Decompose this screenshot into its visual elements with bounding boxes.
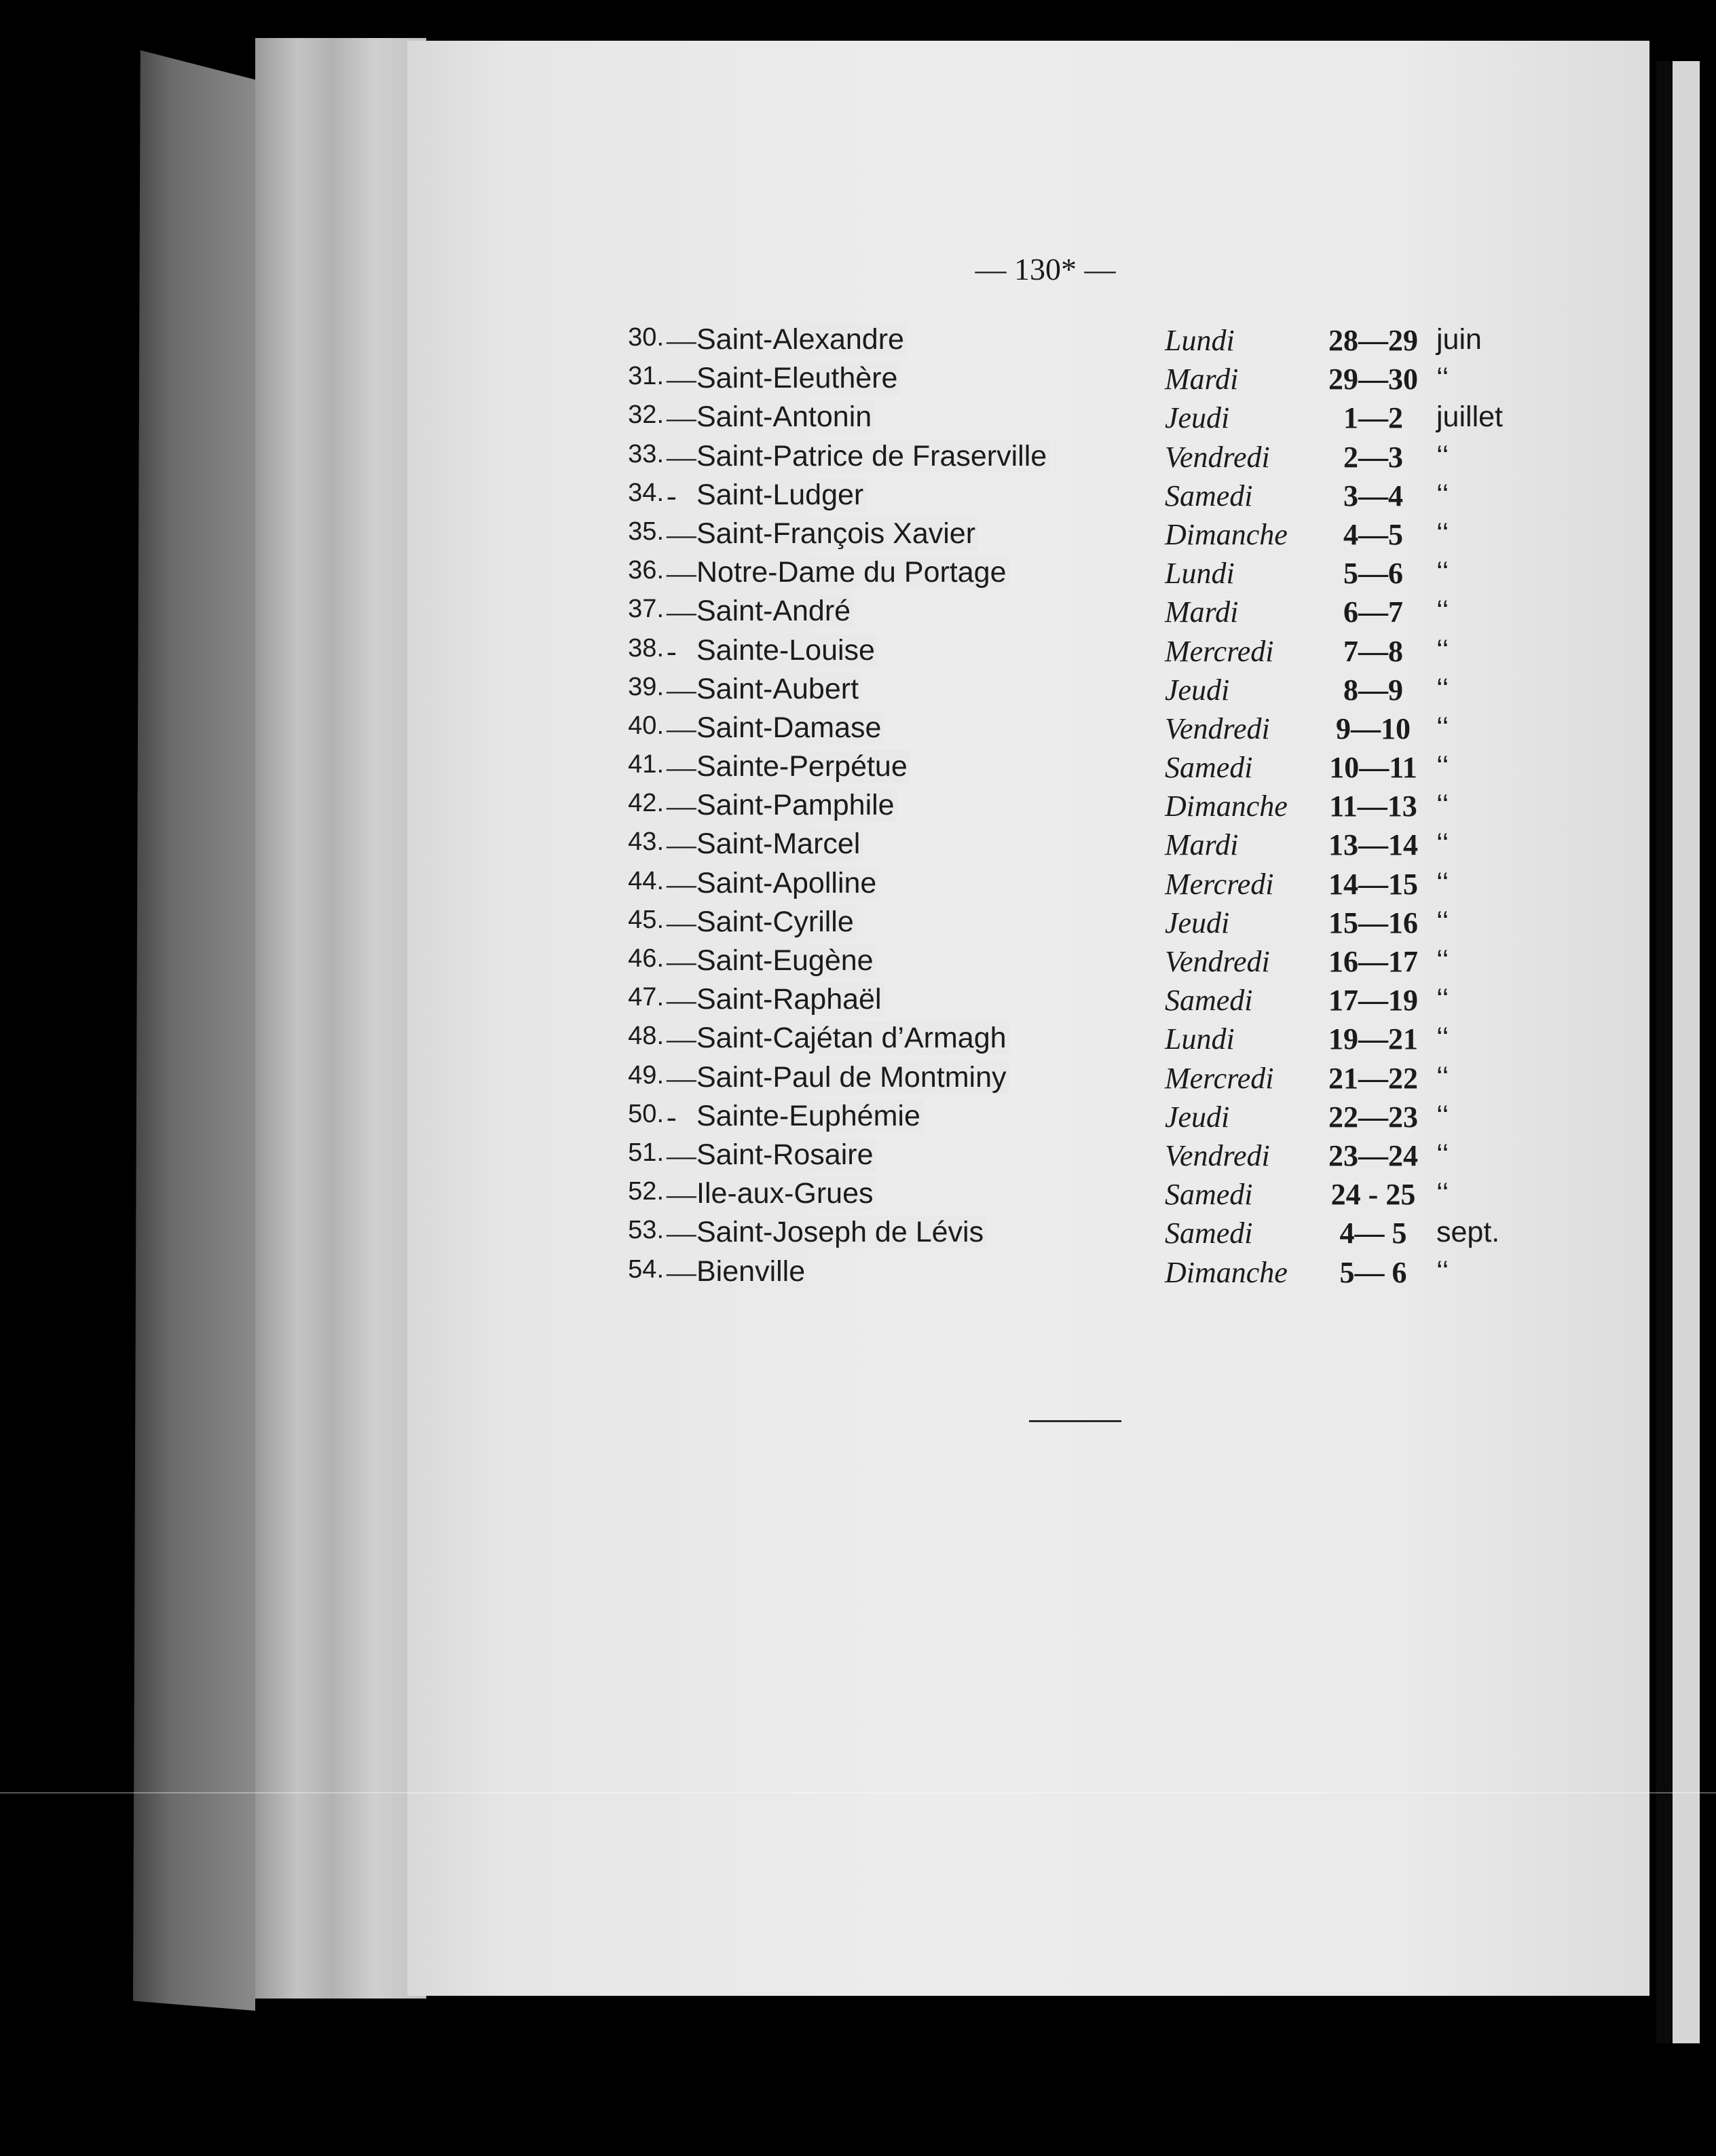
weekday: Dimanche <box>1165 1255 1288 1289</box>
month-label: ‘‘ <box>1436 439 1449 472</box>
entry-number: 49. <box>628 1060 664 1090</box>
date-range: 21—22 <box>1328 1061 1418 1095</box>
list-item <box>616 1022 1540 1060</box>
weekday: Samedi <box>1165 1178 1253 1212</box>
entry-dash: — <box>667 1061 696 1095</box>
weekday: Samedi <box>1165 984 1253 1018</box>
date-range: 16—17 <box>1328 945 1418 978</box>
weekday: Samedi <box>1165 479 1253 513</box>
entry-dash: — <box>667 867 696 901</box>
entry-number: 52. <box>628 1177 664 1206</box>
list-item <box>616 556 1540 595</box>
entry-number: 32. <box>628 401 664 430</box>
weekday: Jeudi <box>1165 673 1230 707</box>
month-label: ‘‘ <box>1436 1254 1449 1288</box>
weekday: Mercredi <box>1165 1061 1274 1095</box>
month-label: ‘‘ <box>1436 672 1449 705</box>
entry-dash: — <box>667 984 696 1018</box>
page-number: — 130* — <box>975 252 1116 286</box>
entry-number: 33. <box>628 439 664 468</box>
entry-number: 43. <box>628 828 664 857</box>
weekday: Samedi <box>1165 751 1253 785</box>
month-label: ‘‘ <box>1436 711 1449 744</box>
entry-dash: - <box>667 634 677 668</box>
entry-dash: — <box>667 945 696 978</box>
scan-artifact-line <box>0 1792 1716 1793</box>
month-label: ‘‘ <box>1436 1138 1449 1171</box>
weekday: Lundi <box>1165 557 1235 591</box>
parish-name-text: Saint-Paul de Montminy <box>696 1061 1009 1094</box>
month-label: ‘‘ <box>1436 1177 1449 1210</box>
entry-dash: — <box>667 440 696 474</box>
month-label: juillet <box>1436 401 1503 434</box>
date-range: 13—14 <box>1328 828 1418 862</box>
entry-dash: — <box>667 1178 696 1212</box>
weekday: Lundi <box>1165 1022 1235 1056</box>
parish-name-text: Saint-Eleuthère <box>696 362 900 395</box>
entry-dash: — <box>667 906 696 940</box>
entry-dash: — <box>667 711 696 745</box>
month-label: ‘‘ <box>1436 556 1449 589</box>
month-label: ‘‘ <box>1436 595 1449 628</box>
entry-dash: — <box>667 828 696 862</box>
entry-number: 42. <box>628 789 664 818</box>
entry-dash: — <box>667 1216 696 1250</box>
entry-number: 50. <box>628 1099 664 1128</box>
month-label: ‘‘ <box>1436 1022 1449 1055</box>
parish-name-text: Ile-aux-Grues <box>696 1177 876 1210</box>
book-spine-edge <box>133 50 255 2011</box>
parish-name-text: Saint-Ludger <box>696 479 866 512</box>
month-label: ‘‘ <box>1436 362 1449 395</box>
entry-number: 46. <box>628 944 664 973</box>
parish-name-text: Saint-Patrice de Fraserville <box>696 440 1049 473</box>
month-label: ‘‘ <box>1436 828 1449 861</box>
closing-rule <box>1029 1420 1121 1422</box>
month-label: ‘‘ <box>1436 789 1449 822</box>
list-item <box>616 323 1540 362</box>
entry-number: 30. <box>628 323 664 352</box>
list-item <box>616 1100 1540 1138</box>
entry-dash: - <box>667 1100 677 1134</box>
weekday: Vendredi <box>1165 440 1270 474</box>
list-item <box>616 673 1540 711</box>
entry-number: 39. <box>628 672 664 701</box>
month-label: ‘‘ <box>1436 1060 1449 1094</box>
month-label: ‘‘ <box>1436 905 1449 938</box>
list-item <box>616 867 1540 906</box>
date-range: 1—2 <box>1343 401 1403 435</box>
list-item <box>616 750 1540 789</box>
entry-dash: — <box>667 363 696 396</box>
entry-number: 44. <box>628 866 664 895</box>
parish-name-text: Saint-Antonin <box>696 401 874 434</box>
list-item <box>616 479 1540 517</box>
list-item <box>616 595 1540 633</box>
entry-number: 53. <box>628 1216 664 1245</box>
list-item <box>616 517 1540 556</box>
parish-name-text: Saint-Apolline <box>696 867 879 900</box>
entry-dash: - <box>667 479 677 513</box>
page-stack-edges <box>255 38 426 1999</box>
weekday: Vendredi <box>1165 945 1270 978</box>
weekday: Mardi <box>1165 595 1239 629</box>
list-item <box>616 1255 1540 1294</box>
entry-dash: — <box>667 517 696 551</box>
entry-number: 45. <box>628 905 664 934</box>
month-label: ‘‘ <box>1436 750 1449 783</box>
date-range: 22—23 <box>1328 1100 1418 1134</box>
list-item <box>616 828 1540 866</box>
date-range: 7—8 <box>1343 634 1403 668</box>
date-range: 3—4 <box>1343 479 1403 513</box>
entry-dash: — <box>667 789 696 823</box>
date-range: 5— 6 <box>1339 1255 1407 1289</box>
list-item <box>616 440 1540 479</box>
list-item <box>616 401 1540 439</box>
entry-number: 51. <box>628 1138 664 1167</box>
schedule-list <box>616 323 1540 1294</box>
parish-name-text: Saint-Raphaël <box>696 983 884 1016</box>
date-range: 23—24 <box>1328 1138 1418 1172</box>
entry-dash: — <box>667 401 696 435</box>
entry-dash: — <box>667 557 696 591</box>
parish-name-text: Saint-Cajétan d’Armagh <box>696 1022 1009 1055</box>
month-label: sept. <box>1436 1216 1500 1249</box>
weekday: Vendredi <box>1165 1138 1270 1172</box>
month-label: ‘‘ <box>1436 633 1449 667</box>
date-range: 15—16 <box>1328 906 1418 940</box>
date-range: 10—11 <box>1329 751 1417 785</box>
weekday: Dimanche <box>1165 517 1288 551</box>
parish-name-text: Bienville <box>696 1255 808 1288</box>
parish-name-text: Sainte-Euphémie <box>696 1100 923 1133</box>
weekday: Jeudi <box>1165 401 1230 435</box>
weekday: Lundi <box>1165 324 1235 357</box>
list-item <box>616 983 1540 1022</box>
parish-name-text: Saint-Rosaire <box>696 1138 876 1172</box>
list-item <box>616 944 1540 983</box>
date-range: 4— 5 <box>1339 1216 1407 1250</box>
parish-name-text: Saint-Aubert <box>696 673 861 706</box>
date-range: 19—21 <box>1328 1022 1418 1056</box>
facing-page-gutter <box>1656 61 1673 2043</box>
date-range: 17—19 <box>1328 984 1418 1018</box>
entry-dash: — <box>667 1255 696 1289</box>
month-label: ‘‘ <box>1436 1099 1449 1132</box>
list-item <box>616 1138 1540 1177</box>
facing-page-strip <box>1673 61 1700 2043</box>
entry-dash: — <box>667 324 696 357</box>
month-label: ‘‘ <box>1436 983 1449 1016</box>
date-range: 6—7 <box>1343 595 1403 629</box>
list-item <box>616 362 1540 401</box>
weekday: Vendredi <box>1165 711 1270 745</box>
entry-dash: — <box>667 673 696 707</box>
entry-number: 41. <box>628 750 664 779</box>
month-label: ‘‘ <box>1436 944 1449 977</box>
date-range: 2—3 <box>1343 440 1403 474</box>
parish-name-text: Saint-Pamphile <box>696 789 897 822</box>
parish-name-text: Sainte-Louise <box>696 634 878 667</box>
parish-name-text: Notre-Dame du Portage <box>696 556 1009 589</box>
list-item <box>616 1061 1540 1100</box>
weekday: Mercredi <box>1165 867 1274 901</box>
date-range: 29—30 <box>1328 363 1418 396</box>
parish-name-text: Saint-Alexandre <box>696 323 907 356</box>
parish-name-text: Saint-André <box>696 595 853 628</box>
weekday: Mercredi <box>1165 634 1274 668</box>
entry-dash: — <box>667 595 696 629</box>
entry-number: 31. <box>628 362 664 391</box>
weekday: Jeudi <box>1165 906 1230 940</box>
entry-number: 35. <box>628 517 664 546</box>
entry-number: 47. <box>628 983 664 1012</box>
date-range: 5—6 <box>1343 557 1403 591</box>
entry-dash: — <box>667 1138 696 1172</box>
parish-name-text: Saint-Cyrille <box>696 906 857 939</box>
entry-number: 34. <box>628 478 664 507</box>
entry-dash: — <box>667 751 696 785</box>
list-item <box>616 789 1540 828</box>
list-item <box>616 1216 1540 1254</box>
entry-number: 48. <box>628 1022 664 1051</box>
date-range: 14—15 <box>1328 867 1418 901</box>
list-item <box>616 711 1540 750</box>
month-label: ‘‘ <box>1436 866 1449 899</box>
entry-number: 40. <box>628 711 664 740</box>
list-item <box>616 1177 1540 1216</box>
list-item <box>616 906 1540 944</box>
month-label: juin <box>1436 323 1482 356</box>
month-label: ‘‘ <box>1436 517 1449 550</box>
date-range: 11—13 <box>1329 789 1417 823</box>
weekday: Dimanche <box>1165 789 1288 823</box>
date-range: 8—9 <box>1343 673 1403 707</box>
parish-name-text: Saint-Eugène <box>696 944 876 978</box>
date-range: 24 - 25 <box>1330 1178 1416 1212</box>
weekday: Mardi <box>1165 363 1239 396</box>
date-range: 9—10 <box>1336 711 1411 745</box>
entry-dash: — <box>667 1022 696 1056</box>
entry-number: 54. <box>628 1254 664 1284</box>
month-label: ‘‘ <box>1436 478 1449 511</box>
entry-number: 38. <box>628 633 664 663</box>
weekday: Jeudi <box>1165 1100 1230 1134</box>
weekday: Mardi <box>1165 828 1239 862</box>
entry-number: 36. <box>628 556 664 585</box>
parish-name-text: Saint-François Xavier <box>696 517 978 551</box>
list-item <box>616 634 1540 673</box>
date-range: 28—29 <box>1328 324 1418 357</box>
weekday: Samedi <box>1165 1216 1253 1250</box>
parish-name-text: Saint-Damase <box>696 711 884 745</box>
parish-name-text: Sainte-Perpétue <box>696 750 910 783</box>
date-range: 4—5 <box>1343 517 1403 551</box>
parish-name-text: Saint-Joseph de Lévis <box>696 1216 986 1249</box>
entry-number: 37. <box>628 595 664 624</box>
parish-name-text: Saint-Marcel <box>696 828 863 861</box>
